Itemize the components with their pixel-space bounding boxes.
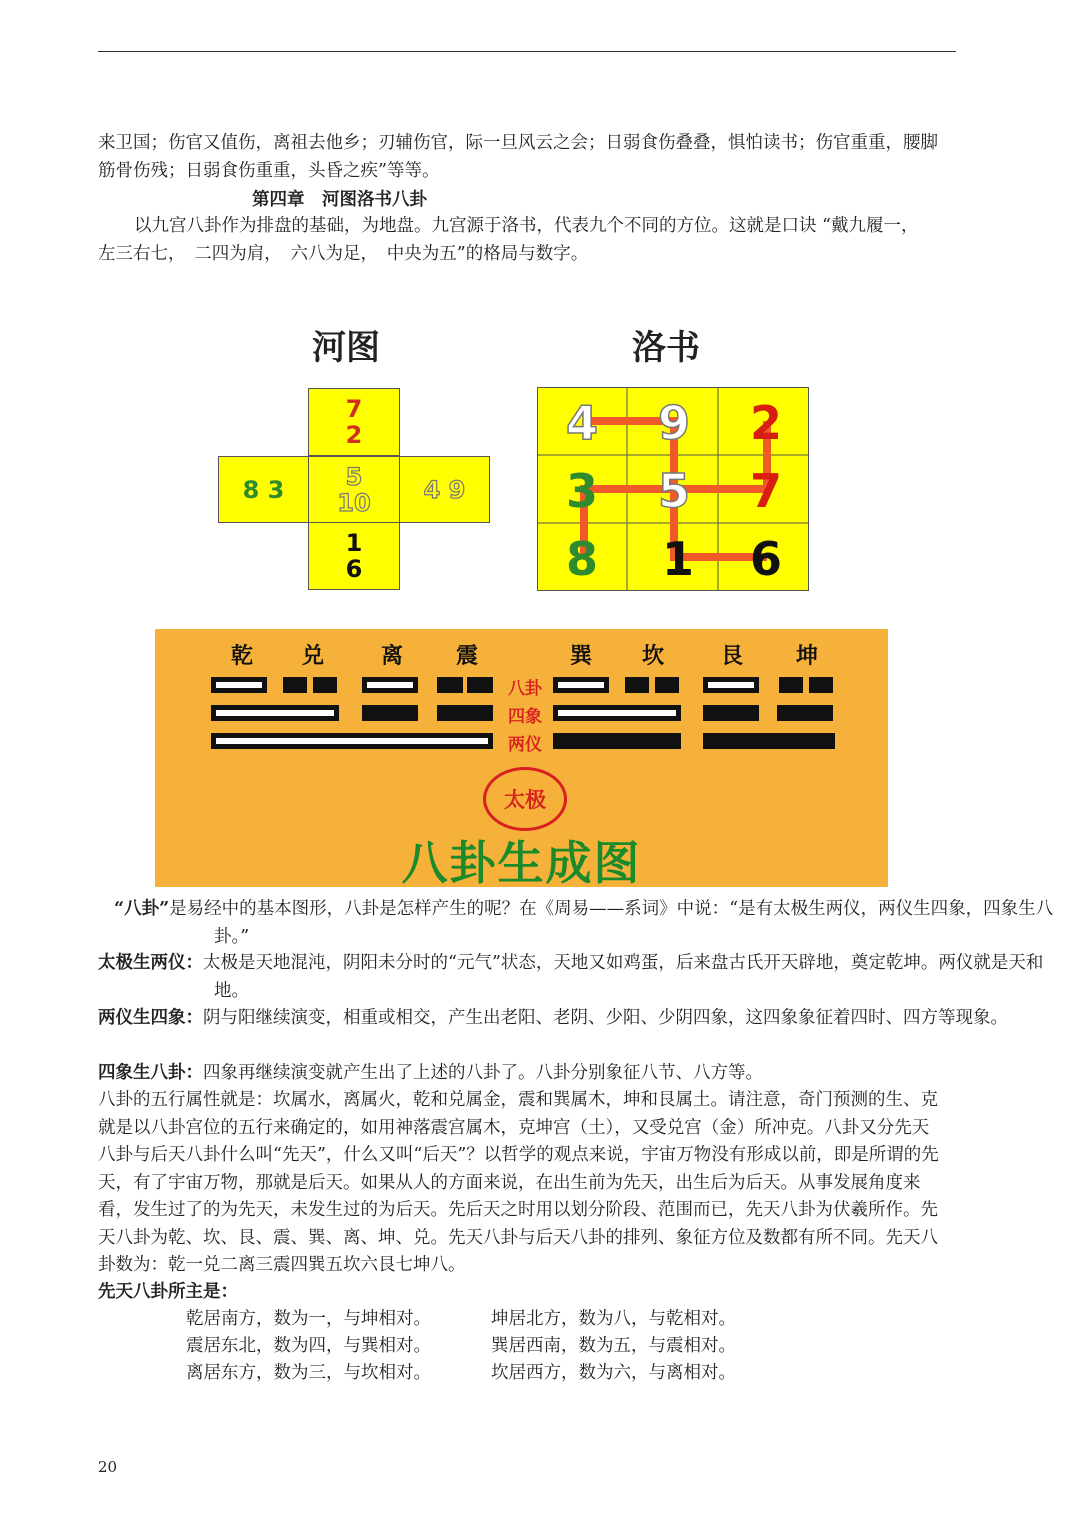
term: “八卦” — [114, 899, 170, 919]
luoshu-number: 7 — [750, 464, 783, 518]
hetu-left-cell — [218, 456, 309, 523]
yin-line-segment — [437, 677, 463, 693]
luoshu-number: 2 — [750, 396, 783, 450]
hetu-number: 7 — [345, 395, 363, 423]
definition-text: 阴与阳继续演变，相重或相交，产生出老阳、老阴、少阳、少阴四象，这四象象征着四时、四方等现象。 — [203, 1008, 1008, 1028]
trigram-name: 离 — [380, 644, 403, 669]
yin-line-segment — [362, 705, 418, 721]
yin-line-segment — [777, 705, 833, 721]
hetu-number: 2 — [345, 421, 363, 449]
yin-line-segment — [703, 733, 835, 749]
bagua-generation-chart — [155, 629, 888, 890]
page-number: 20 — [98, 1458, 118, 1476]
taiji-definition — [98, 950, 1060, 1005]
yin-line-segment — [283, 677, 307, 693]
hetu-number: 6 — [345, 555, 363, 583]
chapter-heading: 第四章 河图洛书八卦 — [252, 190, 427, 210]
level-label: 两仪 — [508, 735, 542, 755]
level-label: 八卦 — [508, 679, 542, 699]
yin-line-segment — [553, 733, 681, 749]
luoshu-number: 6 — [750, 532, 783, 586]
yang-line — [703, 677, 759, 693]
hetu-center-cell — [308, 456, 400, 523]
paragraph-continuation: 来卫国；伤官又值伤，离祖去他乡；刃辅伤官，际一旦风云之会；日弱食伤叠叠，惧怕读书；伤官重重，腰脚筋骨伤残；日弱食伤重重，头昏之疾”等等。 — [98, 133, 938, 181]
hetu-number: 8 3 — [242, 475, 285, 504]
trigram-name: 坤 — [795, 644, 818, 669]
hetu-title: 河图 — [312, 328, 380, 368]
yin-line-segment — [703, 705, 759, 721]
term: 四象生八卦： — [98, 1063, 203, 1083]
yang-line — [211, 705, 339, 721]
list-item: 坎居西方，数为六，与离相对。 — [491, 1363, 736, 1383]
luoshu-number: 9 — [658, 396, 691, 450]
list-item: 坤居北方，数为八，与乾相对。 — [491, 1309, 736, 1329]
term: 两仪生四象： — [98, 1008, 203, 1028]
trigram-name: 艮 — [720, 644, 743, 669]
paragraph-intro: 以九宫八卦作为排盘的基础，为地盘。九宫源于洛书，代表九个不同的方位。这就是口诀 “戴九履一， 左三右七， 二四为肩， 六八为足， 中央为五”的格局与数字。 — [98, 216, 928, 264]
hetu-number: 4 9 — [423, 475, 466, 504]
xiantian-heading: 先天八卦所主是： — [98, 1282, 238, 1302]
header-rule — [98, 51, 956, 52]
hetu-number: 5 — [345, 462, 363, 491]
list-item: 离居东方，数为三，与坎相对。 — [186, 1363, 431, 1383]
list-item: 乾居南方，数为一，与坤相对。 — [186, 1309, 431, 1329]
luoshu-number: 8 — [566, 532, 599, 586]
luoshu-grid — [537, 387, 809, 591]
taiji-label: 太极 — [504, 788, 546, 812]
yang-line — [553, 677, 609, 693]
list-item: 震居东北，数为四，与巽相对。 — [186, 1336, 431, 1356]
yin-line-segment — [779, 677, 803, 693]
luoshu-number: 1 — [662, 532, 695, 586]
yin-line-segment — [313, 677, 337, 693]
hetu-number: 1 — [345, 529, 363, 557]
trigram-name: 巽 — [569, 644, 592, 669]
luoshu-number: 3 — [566, 464, 599, 518]
yang-line — [553, 705, 681, 721]
yin-line-segment — [625, 677, 649, 693]
list-item: 巽居西南，数为五，与震相对。 — [491, 1336, 736, 1356]
luoshu-number: 5 — [658, 464, 691, 518]
taiji-circle — [483, 767, 567, 831]
definition-text: 太极是天地混沌，阴阳未分时的“元气”状态，天地又如鸡蛋，后来盘古氏开天辟地，奠定乾坤。两仪就是天和地。 — [203, 953, 1044, 1001]
bagua-definition — [98, 896, 1060, 951]
liangyi-definition — [98, 1005, 1060, 1033]
yang-line — [211, 677, 267, 693]
definition-text: 四象再继续演变就产生出了上述的八卦了。八卦分别象征八节、八方等。 — [203, 1063, 763, 1083]
trigram-name: 坎 — [641, 644, 664, 669]
hetu-right-cell — [399, 456, 490, 523]
luoshu-number: 4 — [566, 396, 599, 450]
bagua-chart-title: 八卦生成图 — [401, 836, 642, 890]
yang-line — [211, 733, 493, 749]
term: 太极生两仪： — [98, 953, 203, 973]
luoshu-title: 洛书 — [632, 328, 700, 368]
hetu-top-cell — [308, 388, 400, 456]
hetu-number: 10 — [337, 488, 371, 517]
level-label: 四象 — [508, 707, 542, 727]
yin-line-segment — [809, 677, 833, 693]
yin-line-segment — [437, 705, 493, 721]
hetu-bottom-cell — [308, 522, 400, 590]
trigram-name: 震 — [455, 644, 478, 669]
trigram-name: 乾 — [230, 644, 253, 669]
trigram-name: 兑 — [301, 644, 324, 669]
yin-line-segment — [655, 677, 679, 693]
paragraph-wuxing: 八卦的五行属性就是：坎属水，离属火，乾和兑属金，震和巽属木，坤和艮属土。请注意，奇门预测的生、克就是以八卦宫位的五行来确定的，如用神落震宫属木，克坤宫（土），又受兑宫（金）所冲克。八卦又分先天八卦与后天八卦什么叫“先天”，什么又叫“后天”？以哲学的观点来说，宇宙万物没有形成以前，即是所谓的先天，有了宇宙万物，那就是后天。如果从人的方面来说，在出生前为先天，出生后为后天。从事发展角度来看，发生过了的为先天，未发生过的为后天。先后天之时用以划分阶段、范围而已，先天八卦为伏羲所作。先天八卦为乾、坎、艮、震、巽、离、坤、兑。先天八卦与后天八卦的排列、象征方位及数都有所不同。先天八卦数为：乾一兑二离三震四巽五坎六艮七坤八。 — [98, 1090, 939, 1275]
yin-line-segment — [467, 677, 493, 693]
yang-line — [362, 677, 418, 693]
definition-text: 是易经中的基本图形，八卦是怎样产生的呢？在《周易——系词》中说：“是有太极生两仪，两仪生四象，四象生八卦。” — [169, 899, 1054, 947]
sixiang-definition — [98, 1060, 944, 1088]
